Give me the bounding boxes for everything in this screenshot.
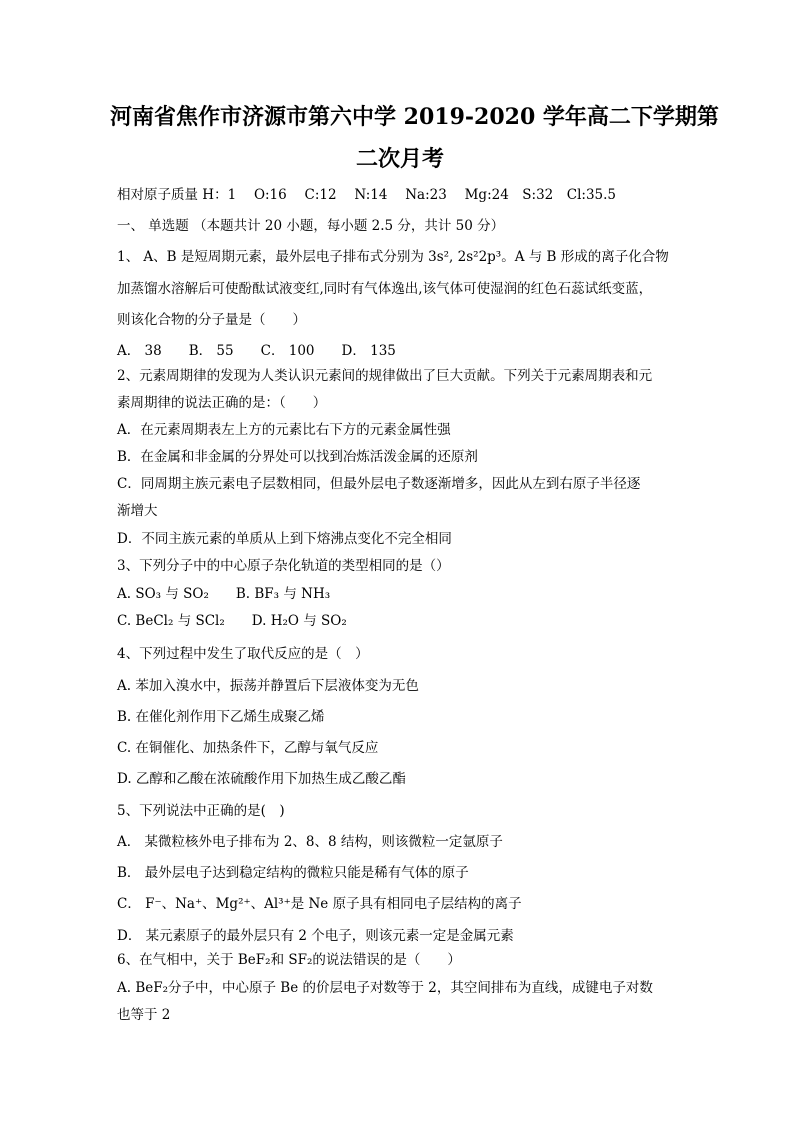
q2-option-a: A．在元素周期表左上方的元素比右下方的元素金属性强 [117,422,451,438]
section-header: 一、 单选题 （本题共计 20 小题，每小题 2.5 分，共计 50 分） [117,218,505,234]
q4-option-c: C. 在铜催化、加热条件下，乙醇与氧气反应 [117,740,379,756]
exam-title-line1: 河南省焦作市济源市第六中学 2019-2020 学年高二下学期第 [110,104,719,130]
q3-options-ab: A. SO₃ 与 SO₂ B. BF₃ 与 NH₃ [117,586,331,602]
q3-stem: 3、下列分子中的中心原子杂化轨道的类型相同的是（） [117,558,450,574]
q2-option-b: B．在金属和非金属的分界处可以找到冶炼活泼金属的还原剂 [117,449,478,465]
atomic-masses: 相对原子质量 H：1 O:16 C:12 N:14 Na:23 Mg:24 S:32 Cl:35.5 [117,187,617,203]
q1-stem-line1: 1、 A、B 是短周期元素，最外层电子排布式分别为 3s², 2s²2p³。A 与 B 形成的离子化合物 [117,249,669,265]
q1-stem-line2: 加蒸馏水溶解后可使酚酞试液变红,同时有气体逸出,该气体可使湿润的红色石蕊试纸变蓝， [117,281,653,297]
q2-option-c-line2: 渐增大 [117,503,158,519]
q2-option-c-line1: C．同周期主族元素电子层数相同，但最外层电子数逐渐增多，因此从左到右原子半径逐 [117,476,641,492]
q4-option-b: B. 在催化剂作用下乙烯生成聚乙烯 [117,709,325,725]
q4-stem: 4、下列过程中发生了取代反应的是（ ） [117,646,369,662]
q6-option-a-line1: A. BeF₂分子中，中心原子 Be 的价层电子对数等于 2，其空间排布为直线，成键电子对数 [117,980,653,996]
q2-option-d: D．不同主族元素的单质从上到下熔沸点变化不完全相同 [117,531,452,547]
q3-options-cd: C. BeCl₂ 与 SCl₂ D. H₂O 与 SO₂ [117,613,347,629]
q2-stem-line1: 2、元素周期律的发现为人类认识元素间的规律做出了巨大贡献。下列关于元素周期表和元 [117,368,653,384]
q6-stem: 6、在气相中，关于 BeF₂和 SF₂的说法错误的是（ ） [117,952,461,968]
q6-option-a-line2: 也等于 2 [117,1007,171,1023]
q5-option-d: D． 某元素原子的最外层只有 2 个电子，则该元素一定是金属元素 [117,928,514,944]
q4-option-a: A. 苯加入溴水中，振荡并静置后下层液体变为无色 [117,678,419,694]
q1-options: A． 38 B． 55 C． 100 D． 135 [117,343,396,359]
q5-option-c: C． F⁻、Na⁺、Mg²⁺、Al³⁺是 Ne 原子具有相同电子层结构的离子 [117,896,522,912]
q5-option-b: B． 最外层电子达到稳定结构的微粒只能是稀有气体的原子 [117,865,469,881]
q5-option-a: A． 某微粒核外电子排布为 2、8、8 结构，则该微粒一定氩原子 [117,834,503,850]
q1-stem-line3: 则该化合物的分子量是（ ） [117,312,306,328]
q5-stem: 5、下列说法中正确的是( ) [117,803,285,819]
exam-title-line2: 二次月考 [355,146,444,172]
q4-option-d: D. 乙醇和乙酸在浓硫酸作用下加热生成乙酸乙酯 [117,771,406,787]
q2-stem-line2: 素周期律的说法正确的是：（ ） [117,395,327,411]
